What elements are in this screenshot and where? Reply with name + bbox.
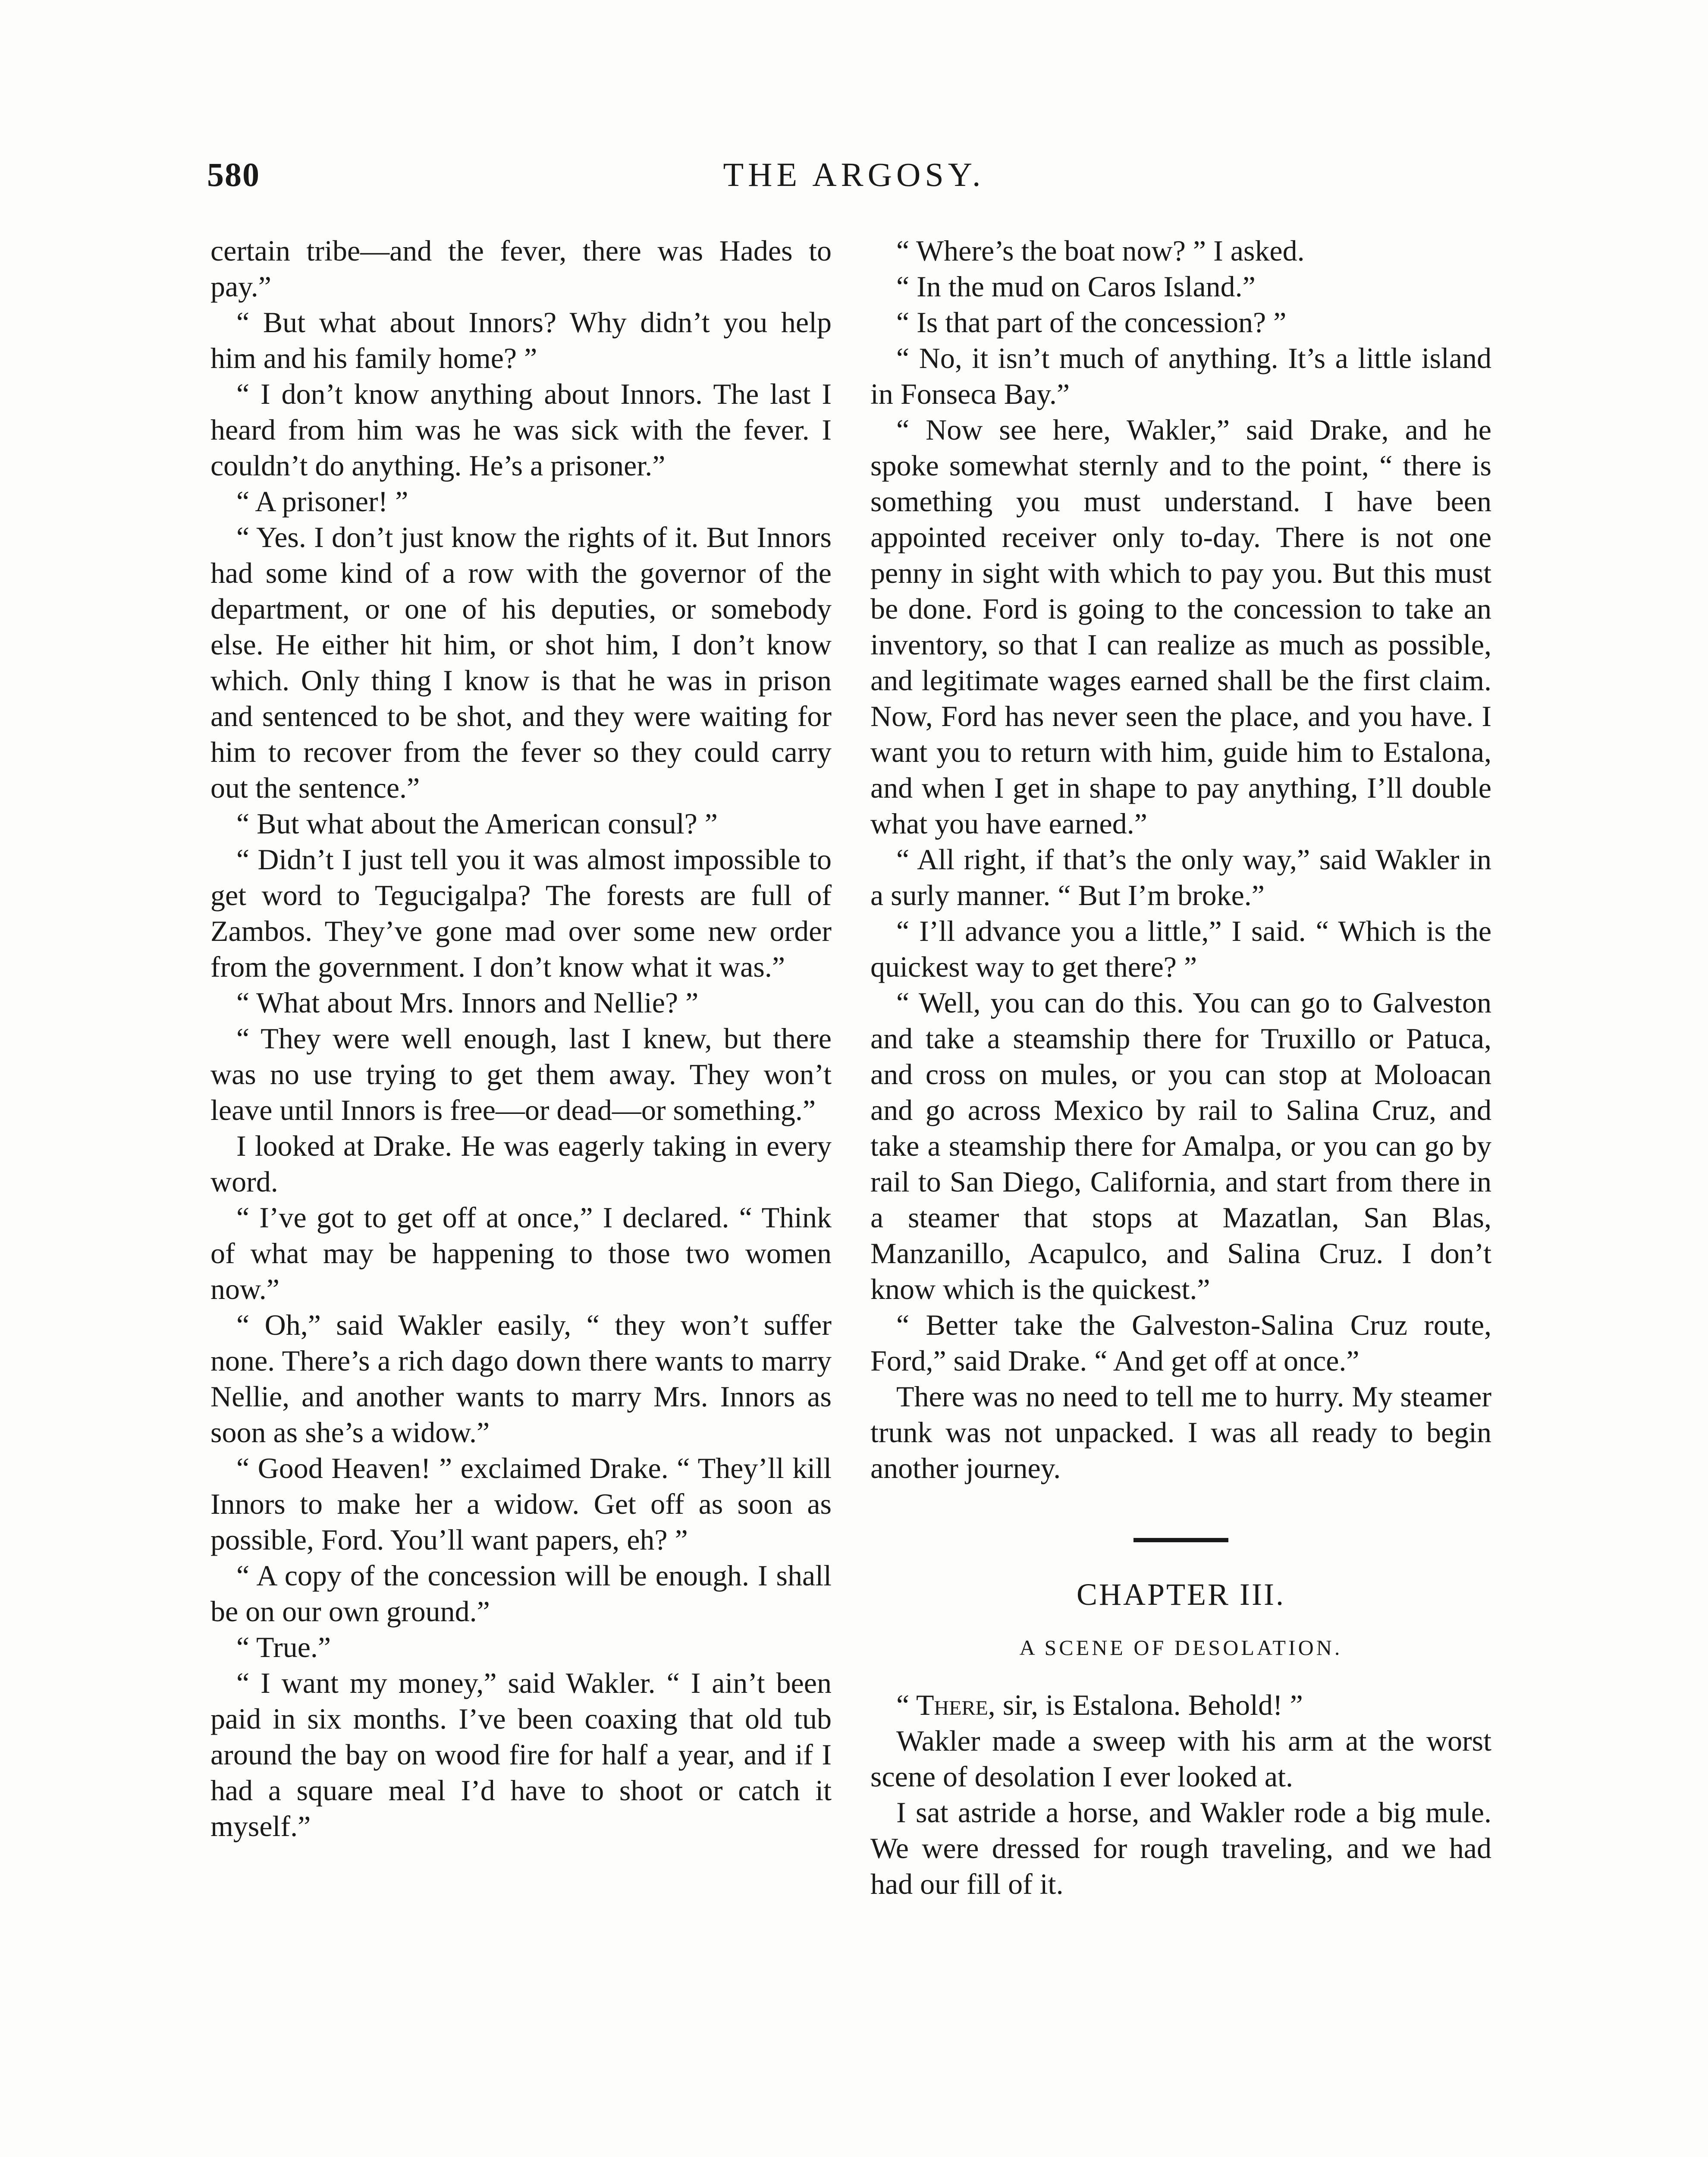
paragraph: I looked at Drake. He was eagerly taking in every word.: [210, 1129, 832, 1198]
paragraph: “ All right, if that’s the only way,” said Wakler in a surly manner. “ But I’m broke.”: [870, 843, 1491, 912]
paragraph: “ Didn’t I just tell you it was almost impossible to get word to Tegucigalpa? The forests are full of Zambos. They’ve gone mad over some new order from the government. I don’t know what it was.”: [210, 843, 832, 983]
page-header: [207, 155, 1501, 203]
paragraph: I sat astride a horse, and Wakler rode a big mule. We were dressed for rough traveling, and we had had our fill of it.: [870, 1796, 1491, 1900]
paragraph: “ Is that part of the concession? ”: [896, 306, 1287, 339]
chapter-subtitle: A SCENE OF DESOLATION.: [1019, 1635, 1343, 1660]
paragraph: “ I don’t know anything about Innors. The last I heard from him was he was sick with the fever. I couldn’t do anything. He’s a prisoner.”: [210, 377, 832, 482]
running-head: THE ARGOSY.: [723, 156, 985, 193]
paragraph: “ But what about Innors? Why didn’t you help him and his family home? ”: [210, 306, 832, 374]
paragraph: “ Where’s the boat now? ” I asked.: [896, 234, 1305, 267]
paragraph: “ Now see here, Wakler,” said Drake, and he spoke somewhat sternly and to the point, “ there is something you must understand. I have been appointed receiver only to-day. There is not one penny in sight with which to pay you. But this must be done. Ford is going to the concession to take an inventory, so that I can realize as much as possible, and legitimate wages earned shall be the first claim. Now, Ford has never seen the place, and you have. I want you to return with him, guide him to Estalona, and when I get in shape to pay anything, I’ll double what you have earned.”: [870, 413, 1491, 840]
chapter-opening-word: “ There,: [896, 1688, 995, 1721]
paragraph: “ I want my money,” said Wakler. “ I ain’t been paid in six months. I’ve been coaxing that old tub around the bay on wood fire for half a year, and if I had a square meal I’d have to shoot or catch it myself.”: [210, 1666, 832, 1843]
paragraph: “ Better take the Galveston-Salina Cruz route, Ford,” said Drake. “ And get off at once.”: [870, 1308, 1491, 1377]
paragraph: Wakler made a sweep with his arm at the worst scene of desolation I ever looked at.: [870, 1724, 1491, 1793]
paragraph: “ I’ll advance you a little,” I said. “ Which is the quickest way to get there? ”: [870, 915, 1491, 983]
left-column: [210, 233, 832, 1844]
paragraph: “ In the mud on Caros Island.”: [896, 270, 1256, 303]
paragraph: There was no need to tell me to hurry. My steamer trunk was not unpacked. I was all ready to begin another journey.: [870, 1380, 1491, 1484]
paragraph: “ True.”: [236, 1631, 331, 1663]
chapter-title: CHAPTER III.: [1077, 1577, 1285, 1612]
paragraph: “ Yes. I don’t just know the rights of it. But Innors had some kind of a row with the governor of the department, or one of his deputies, or somebody else. He either hit him, or shot him, I don’t know which. Only thing I know is that he was in prison and sentenced to be shot, and they were waiting for him to recover from the fever so they could carry out the sentence.”: [210, 521, 832, 804]
paragraph: “ Well, you can do this. You can go to Galveston and take a steamship there for Truxillo or Patuca, and cross on mules, or you can stop at Moloacan and go across Mexico by rail to Salina Cruz, and take a steamship there for Amalpa, or you can go by rail to San Diego, California, and start from there in a steamer that stops at Mazatlan, San Blas, Manzanillo, Acapulco, and Salina Cruz. I don’t know which is the quickest.”: [870, 986, 1491, 1305]
paragraph: “ But what about the American consul? ”: [236, 807, 718, 840]
paragraph: “ No, it isn’t much of anything. It’s a little island in Fonseca Bay.”: [870, 342, 1491, 410]
page-number: 580: [207, 156, 260, 193]
paragraph: “ What about Mrs. Innors and Nellie? ”: [236, 986, 699, 1019]
paragraph: “ A copy of the concession will be enough. I shall be on our own ground.”: [210, 1559, 832, 1628]
chapter-opening-text: sir, is Estalona. Behold! ”: [995, 1688, 1303, 1721]
paragraph: certain tribe—and the fever, there was Hades to pay.”: [210, 234, 832, 303]
paragraph: “ A prisoner! ”: [236, 485, 408, 518]
chapter-opening-paragraph: [870, 1687, 1491, 1723]
right-column: [870, 233, 1491, 1902]
paragraph: “ I’ve got to get off at once,” I declared. “ Think of what may be happening to those two women now.”: [210, 1201, 832, 1305]
chapter-divider: [1133, 1538, 1228, 1542]
paragraph: “ Oh,” said Wakler easily, “ they won’t suffer none. There’s a rich dago down there wants to marry Nellie, and another wants to marry Mrs. Innors as soon as she’s a widow.”: [210, 1308, 832, 1449]
paragraph: “ They were well enough, last I knew, but there was no use trying to get them away. They won’t leave until Innors is free—or dead—or something.”: [210, 1022, 832, 1126]
paragraph: “ Good Heaven! ” exclaimed Drake. “ They’ll kill Innors to make her a widow. Get off as soon as possible, Ford. You’ll want papers, eh? ”: [210, 1452, 832, 1556]
